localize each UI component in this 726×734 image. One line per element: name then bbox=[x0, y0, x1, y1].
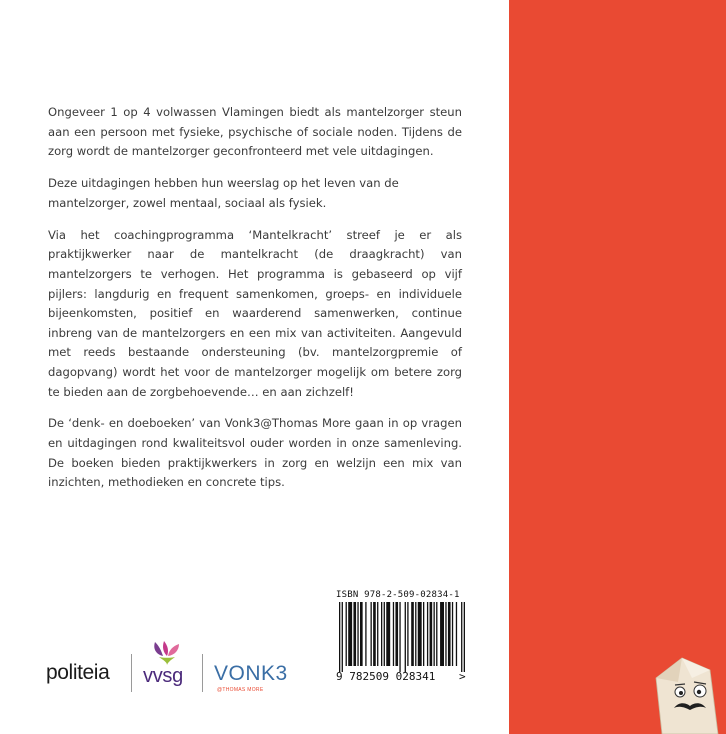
barcode-bar bbox=[407, 602, 408, 666]
barcode-bar bbox=[342, 602, 343, 672]
vonk3-wordmark: VONK3 bbox=[214, 662, 288, 685]
logo-divider bbox=[131, 654, 132, 692]
barcode-bar bbox=[445, 602, 446, 666]
orange-side-band bbox=[509, 0, 726, 734]
logo-divider bbox=[202, 654, 203, 692]
paragraph-intro: Ongeveer 1 op 4 volwassen Vlamingen biedt als mantelzorger steun aan een persoon met fysieke, psychische of sociale noden. Tijdens de zorg wordt de mantelzorger geconfronteerd met vele uitdagingen. bbox=[48, 105, 462, 159]
vonk3-subline: @THOMAS MORE bbox=[217, 687, 264, 693]
barcode-bar bbox=[371, 602, 372, 666]
barcode-bar bbox=[436, 602, 437, 666]
barcode-bar bbox=[381, 602, 382, 666]
barcode-bar bbox=[384, 602, 385, 666]
barcode-bar bbox=[357, 602, 358, 666]
vvsg-logo bbox=[143, 640, 191, 698]
barcode-bar bbox=[427, 602, 428, 666]
back-cover-text bbox=[48, 103, 462, 505]
barcode-bar bbox=[346, 602, 347, 666]
barcode-bar bbox=[377, 602, 378, 666]
barcode-bar bbox=[405, 602, 406, 672]
barcode-bar bbox=[339, 602, 340, 672]
barcode-bar bbox=[448, 602, 451, 666]
barcode-bar bbox=[393, 602, 394, 666]
isbn-barcode-block bbox=[336, 590, 476, 686]
barcode-bar bbox=[456, 602, 457, 666]
barcode-bar bbox=[365, 602, 366, 666]
barcode-bar bbox=[395, 602, 398, 666]
paragraph-program: Via het coachingprogramma ‘Mantelkracht’ streef je er als praktijkwerker naar de mantelkracht (de draagkracht) van mantelzorgers te verhogen. Het programma is gebaseerd op vijf pijlers: langdurig en frequent samenkomen, groeps- en individuele bijeenkomsten, positief en waarderend samenwerken, continue inbreng van de mantelzorgers en een mix van activiteiten. Aangevuld met reeds bestaande ondersteuning (bv. mantelzorgpremie of dagopvang) wordt het voor de mantelzorger mogelijk om betere zorg te bieden aan de zorgbehoevende… en aan zichzelf! bbox=[48, 227, 462, 399]
barcode-bar bbox=[452, 602, 453, 666]
vvsg-wordmark: vvsg bbox=[143, 665, 183, 687]
isbn-label: ISBN 978-2-509-02834-1 bbox=[336, 590, 460, 600]
barcode-quiet-zone-arrow: > bbox=[459, 670, 466, 683]
barcode-bar bbox=[353, 602, 356, 666]
barcode-bar bbox=[418, 602, 422, 666]
barcode bbox=[339, 602, 465, 672]
politeia-logo: politeia bbox=[46, 661, 110, 684]
barcode-bar bbox=[411, 602, 414, 666]
barcode-bar bbox=[434, 602, 435, 666]
barcode-digits: 9 782509 028341 bbox=[336, 670, 436, 683]
barcode-bar bbox=[386, 602, 390, 666]
paragraph-series: De ‘denk- en doeboeken’ van Vonk3@Thomas More gaan in op vragen en uitdagingen rond kwaliteitsvol ouder worden in onze samenleving. De boeken bieden praktijkwerkers in zorg en welzijn een mix van inzichten, methodieken en concrete tips. bbox=[48, 416, 462, 490]
barcode-bar bbox=[430, 602, 433, 666]
barcode-bar bbox=[461, 602, 462, 672]
mustache-paper-figure-icon bbox=[652, 648, 726, 734]
barcode-bar bbox=[440, 602, 444, 666]
barcode-bar bbox=[399, 602, 400, 672]
vonk3-logo bbox=[214, 662, 288, 693]
barcode-bar bbox=[423, 602, 424, 666]
vvsg-heart-icon bbox=[151, 640, 183, 666]
barcode-bar bbox=[415, 602, 416, 666]
publisher-logos bbox=[46, 640, 306, 700]
paragraph-impact: Deze uitdagingen hebben hun weerslag op het leven van de mantelzorger, zowel mentaal, sociaal als fysiek. bbox=[48, 176, 399, 210]
barcode-bar bbox=[348, 602, 352, 666]
barcode-bar bbox=[360, 602, 363, 666]
barcode-bar bbox=[373, 602, 376, 666]
barcode-bar bbox=[464, 602, 465, 672]
